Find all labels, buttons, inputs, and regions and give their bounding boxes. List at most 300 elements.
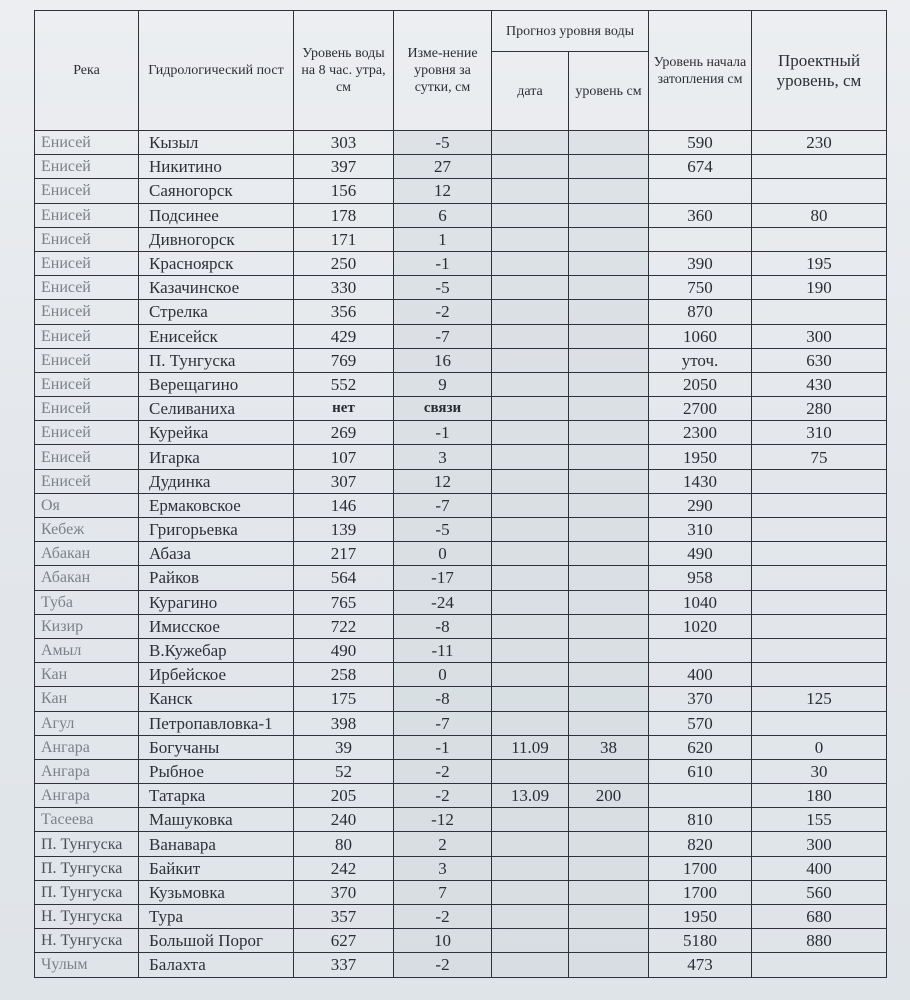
cell-flood-start: [649, 227, 752, 251]
cell-change: 0: [394, 663, 492, 687]
cell-change: 27: [394, 155, 492, 179]
cell-level: 722: [294, 614, 394, 638]
cell-flood-start: 2300: [649, 421, 752, 445]
table-row: [35, 614, 887, 638]
cell-level: 490: [294, 638, 394, 662]
cell-forecast-date: [492, 300, 569, 324]
table-row: [35, 687, 887, 711]
cell-forecast-level: 38: [569, 735, 649, 759]
cell-river: Кизир: [35, 614, 139, 638]
cell-level: 217: [294, 542, 394, 566]
cell-forecast-date: [492, 687, 569, 711]
cell-change: -5: [394, 131, 492, 155]
cell-forecast-level: [569, 566, 649, 590]
cell-flood-start: 1040: [649, 590, 752, 614]
cell-design-level: 310: [752, 421, 887, 445]
cell-design-level: [752, 638, 887, 662]
table-row: [35, 542, 887, 566]
cell-forecast-level: [569, 905, 649, 929]
cell-level: 303: [294, 131, 394, 155]
cell-flood-start: 5180: [649, 929, 752, 953]
table-row: [35, 566, 887, 590]
cell-flood-start: 370: [649, 687, 752, 711]
cell-flood-start: 473: [649, 953, 752, 977]
cell-river: Енисей: [35, 421, 139, 445]
cell-flood-start: 1700: [649, 856, 752, 880]
cell-forecast-date: [492, 663, 569, 687]
cell-change: -17: [394, 566, 492, 590]
cell-forecast-level: [569, 445, 649, 469]
cell-level: 330: [294, 276, 394, 300]
cell-forecast-level: 200: [569, 784, 649, 808]
header-design-level: Проектный уровень, см: [752, 11, 887, 131]
cell-post: Никитино: [139, 155, 294, 179]
cell-river: Енисей: [35, 251, 139, 275]
cell-level: 370: [294, 880, 394, 904]
table-row: [35, 397, 887, 421]
cell-forecast-level: [569, 808, 649, 832]
cell-forecast-level: [569, 203, 649, 227]
cell-level: 398: [294, 711, 394, 735]
header-river: Река: [35, 11, 139, 131]
cell-design-level: 560: [752, 880, 887, 904]
cell-design-level: [752, 179, 887, 203]
cell-forecast-date: [492, 348, 569, 372]
cell-flood-start: 750: [649, 276, 752, 300]
cell-forecast-level: [569, 372, 649, 396]
cell-river: Енисей: [35, 348, 139, 372]
cell-river: Енисей: [35, 155, 139, 179]
cell-river: Енисей: [35, 469, 139, 493]
cell-forecast-date: [492, 251, 569, 275]
cell-level: 397: [294, 155, 394, 179]
cell-flood-start: уточ.: [649, 348, 752, 372]
cell-flood-start: 2700: [649, 397, 752, 421]
cell-forecast-level: [569, 179, 649, 203]
cell-forecast-date: [492, 590, 569, 614]
cell-river: Туба: [35, 590, 139, 614]
cell-level: 240: [294, 808, 394, 832]
cell-forecast-level: [569, 590, 649, 614]
table-row: [35, 711, 887, 735]
cell-design-level: [752, 227, 887, 251]
cell-change: -5: [394, 276, 492, 300]
cell-change: -24: [394, 590, 492, 614]
cell-forecast-level: [569, 421, 649, 445]
cell-forecast-date: [492, 856, 569, 880]
cell-change: -2: [394, 905, 492, 929]
cell-river: Енисей: [35, 397, 139, 421]
cell-post: Большой Порог: [139, 929, 294, 953]
cell-change: -5: [394, 518, 492, 542]
table-row: [35, 784, 887, 808]
table-row: [35, 372, 887, 396]
cell-river: Н. Тунгуска: [35, 929, 139, 953]
cell-level: 39: [294, 735, 394, 759]
cell-flood-start: 870: [649, 300, 752, 324]
cell-change: 10: [394, 929, 492, 953]
cell-forecast-date: [492, 372, 569, 396]
cell-forecast-date: 11.09: [492, 735, 569, 759]
cell-river: П. Тунгуска: [35, 880, 139, 904]
cell-level: 357: [294, 905, 394, 929]
table-row: [35, 880, 887, 904]
cell-forecast-level: [569, 251, 649, 275]
table-row: [35, 663, 887, 687]
table-row: [35, 251, 887, 275]
table-row: [35, 953, 887, 977]
cell-change: 16: [394, 348, 492, 372]
cell-design-level: [752, 542, 887, 566]
cell-level: 171: [294, 227, 394, 251]
table-row: [35, 518, 887, 542]
cell-level: 205: [294, 784, 394, 808]
cell-change: -7: [394, 711, 492, 735]
cell-forecast-date: [492, 905, 569, 929]
cell-forecast-date: [492, 808, 569, 832]
cell-post: Дудинка: [139, 469, 294, 493]
cell-change: -1: [394, 735, 492, 759]
header-post: Гидрологический пост: [139, 11, 294, 131]
cell-forecast-date: [492, 614, 569, 638]
cell-design-level: [752, 493, 887, 517]
table-body: [35, 131, 887, 978]
table-row: [35, 929, 887, 953]
cell-forecast-date: [492, 324, 569, 348]
cell-post: Ермаковское: [139, 493, 294, 517]
cell-forecast-level: [569, 880, 649, 904]
cell-change: -2: [394, 759, 492, 783]
cell-flood-start: [649, 784, 752, 808]
cell-river: Ангара: [35, 759, 139, 783]
cell-forecast-level: [569, 397, 649, 421]
cell-river: Енисей: [35, 131, 139, 155]
cell-forecast-date: 13.09: [492, 784, 569, 808]
cell-post: Ванавара: [139, 832, 294, 856]
cell-post: Богучаны: [139, 735, 294, 759]
cell-river: Енисей: [35, 227, 139, 251]
cell-forecast-level: [569, 131, 649, 155]
table-row: [35, 905, 887, 929]
cell-post: Кызыл: [139, 131, 294, 155]
cell-design-level: [752, 300, 887, 324]
cell-forecast-level: [569, 300, 649, 324]
cell-level: 769: [294, 348, 394, 372]
cell-flood-start: 310: [649, 518, 752, 542]
cell-forecast-date: [492, 397, 569, 421]
table-row: [35, 421, 887, 445]
cell-river: Енисей: [35, 324, 139, 348]
cell-change: -7: [394, 493, 492, 517]
cell-design-level: 155: [752, 808, 887, 832]
cell-river: Кан: [35, 687, 139, 711]
cell-design-level: 195: [752, 251, 887, 275]
cell-forecast-date: [492, 929, 569, 953]
table-row: [35, 300, 887, 324]
cell-forecast-level: [569, 856, 649, 880]
cell-river: Абакан: [35, 542, 139, 566]
cell-design-level: [752, 590, 887, 614]
cell-forecast-level: [569, 469, 649, 493]
cell-design-level: 0: [752, 735, 887, 759]
cell-change: связи: [394, 397, 492, 421]
cell-post: Тура: [139, 905, 294, 929]
cell-forecast-date: [492, 445, 569, 469]
cell-change: -8: [394, 614, 492, 638]
cell-forecast-level: [569, 324, 649, 348]
cell-level: 337: [294, 953, 394, 977]
table-row: [35, 735, 887, 759]
cell-design-level: [752, 663, 887, 687]
cell-level: 356: [294, 300, 394, 324]
cell-level: 146: [294, 493, 394, 517]
cell-flood-start: 610: [649, 759, 752, 783]
table-row: [35, 179, 887, 203]
cell-design-level: [752, 469, 887, 493]
cell-design-level: [752, 518, 887, 542]
cell-flood-start: 360: [649, 203, 752, 227]
cell-change: 3: [394, 856, 492, 880]
cell-level: 269: [294, 421, 394, 445]
cell-river: П. Тунгуска: [35, 856, 139, 880]
cell-flood-start: 590: [649, 131, 752, 155]
cell-post: В.Кужебар: [139, 638, 294, 662]
cell-forecast-date: [492, 953, 569, 977]
cell-post: Саяногорск: [139, 179, 294, 203]
cell-river: Чулым: [35, 953, 139, 977]
cell-post: Райков: [139, 566, 294, 590]
cell-flood-start: [649, 179, 752, 203]
cell-river: Ангара: [35, 784, 139, 808]
cell-design-level: 190: [752, 276, 887, 300]
cell-flood-start: 390: [649, 251, 752, 275]
cell-level: 139: [294, 518, 394, 542]
cell-level: 107: [294, 445, 394, 469]
cell-change: 7: [394, 880, 492, 904]
cell-river: Абакан: [35, 566, 139, 590]
header-forecast-date: дата: [492, 52, 569, 131]
cell-post: Имисское: [139, 614, 294, 638]
cell-post: Ирбейское: [139, 663, 294, 687]
cell-design-level: 430: [752, 372, 887, 396]
cell-flood-start: 1060: [649, 324, 752, 348]
cell-flood-start: 570: [649, 711, 752, 735]
cell-post: Григорьевка: [139, 518, 294, 542]
cell-forecast-date: [492, 518, 569, 542]
cell-flood-start: [649, 638, 752, 662]
cell-change: 6: [394, 203, 492, 227]
cell-river: Оя: [35, 493, 139, 517]
cell-post: Абаза: [139, 542, 294, 566]
cell-design-level: [752, 566, 887, 590]
cell-forecast-date: [492, 179, 569, 203]
cell-post: Красноярск: [139, 251, 294, 275]
cell-level: 178: [294, 203, 394, 227]
cell-design-level: 680: [752, 905, 887, 929]
cell-forecast-date: [492, 638, 569, 662]
table-row: [35, 348, 887, 372]
cell-change: -1: [394, 421, 492, 445]
cell-design-level: 180: [752, 784, 887, 808]
cell-flood-start: 820: [649, 832, 752, 856]
table-row: [35, 808, 887, 832]
cell-change: -7: [394, 324, 492, 348]
table-row: [35, 203, 887, 227]
cell-flood-start: 1430: [649, 469, 752, 493]
cell-forecast-level: [569, 614, 649, 638]
cell-river: Тасеева: [35, 808, 139, 832]
cell-level: 175: [294, 687, 394, 711]
cell-forecast-date: [492, 493, 569, 517]
cell-level: 80: [294, 832, 394, 856]
cell-forecast-level: [569, 638, 649, 662]
cell-post: Верещагино: [139, 372, 294, 396]
cell-forecast-level: [569, 929, 649, 953]
cell-forecast-level: [569, 832, 649, 856]
cell-post: Татарка: [139, 784, 294, 808]
cell-river: П. Тунгуска: [35, 832, 139, 856]
cell-level: 552: [294, 372, 394, 396]
cell-level: 765: [294, 590, 394, 614]
cell-forecast-date: [492, 566, 569, 590]
cell-forecast-date: [492, 276, 569, 300]
cell-flood-start: 1950: [649, 445, 752, 469]
cell-river: Енисей: [35, 445, 139, 469]
cell-design-level: 300: [752, 324, 887, 348]
cell-forecast-level: [569, 953, 649, 977]
cell-change: -2: [394, 784, 492, 808]
cell-post: Дивногорск: [139, 227, 294, 251]
cell-river: Кан: [35, 663, 139, 687]
cell-post: Игарка: [139, 445, 294, 469]
cell-forecast-date: [492, 880, 569, 904]
cell-forecast-level: [569, 711, 649, 735]
cell-flood-start: 958: [649, 566, 752, 590]
cell-forecast-date: [492, 759, 569, 783]
cell-change: 9: [394, 372, 492, 396]
cell-level: 258: [294, 663, 394, 687]
cell-post: Рыбное: [139, 759, 294, 783]
cell-river: Енисей: [35, 300, 139, 324]
cell-post: Курагино: [139, 590, 294, 614]
cell-post: Канск: [139, 687, 294, 711]
table-row: [35, 227, 887, 251]
table-row: [35, 638, 887, 662]
cell-change: -2: [394, 953, 492, 977]
table-row: [35, 590, 887, 614]
table-row: [35, 155, 887, 179]
cell-post: Кузьмовка: [139, 880, 294, 904]
table-row: [35, 131, 887, 155]
cell-forecast-level: [569, 155, 649, 179]
cell-river: Енисей: [35, 276, 139, 300]
cell-design-level: [752, 953, 887, 977]
cell-change: 3: [394, 445, 492, 469]
header-forecast-level: уровень см: [569, 52, 649, 131]
cell-river: Амыл: [35, 638, 139, 662]
cell-design-level: 125: [752, 687, 887, 711]
cell-forecast-date: [492, 421, 569, 445]
cell-level: 52: [294, 759, 394, 783]
cell-forecast-level: [569, 493, 649, 517]
cell-design-level: [752, 155, 887, 179]
table-row: [35, 276, 887, 300]
cell-design-level: [752, 711, 887, 735]
cell-level: 250: [294, 251, 394, 275]
cell-post: Стрелка: [139, 300, 294, 324]
cell-change: 12: [394, 469, 492, 493]
cell-forecast-level: [569, 687, 649, 711]
cell-change: 2: [394, 832, 492, 856]
cell-change: -11: [394, 638, 492, 662]
table-row: [35, 324, 887, 348]
cell-forecast-date: [492, 131, 569, 155]
cell-forecast-date: [492, 542, 569, 566]
header-change: Изме-нение уровня за сутки, см: [394, 11, 492, 131]
header-level-8am: Уровень воды на 8 час. утра, см: [294, 11, 394, 131]
cell-change: -12: [394, 808, 492, 832]
cell-river: Енисей: [35, 372, 139, 396]
cell-forecast-level: [569, 542, 649, 566]
cell-level: 242: [294, 856, 394, 880]
table-row: [35, 469, 887, 493]
cell-post: Казачинское: [139, 276, 294, 300]
cell-post: П. Тунгуска: [139, 348, 294, 372]
cell-design-level: 30: [752, 759, 887, 783]
cell-forecast-date: [492, 203, 569, 227]
water-level-table: [34, 10, 887, 978]
cell-design-level: 400: [752, 856, 887, 880]
cell-flood-start: 1950: [649, 905, 752, 929]
cell-river: Енисей: [35, 203, 139, 227]
cell-change: 0: [394, 542, 492, 566]
cell-forecast-date: [492, 832, 569, 856]
cell-design-level: 300: [752, 832, 887, 856]
cell-post: Петропавловка-1: [139, 711, 294, 735]
cell-level: 429: [294, 324, 394, 348]
cell-post: Машуковка: [139, 808, 294, 832]
cell-post: Курейка: [139, 421, 294, 445]
cell-river: Н. Тунгуска: [35, 905, 139, 929]
cell-change: -8: [394, 687, 492, 711]
cell-flood-start: 2050: [649, 372, 752, 396]
cell-level: нет: [294, 397, 394, 421]
cell-post: Селиваниха: [139, 397, 294, 421]
cell-flood-start: 620: [649, 735, 752, 759]
cell-forecast-date: [492, 711, 569, 735]
cell-post: Подсинее: [139, 203, 294, 227]
table-row: [35, 493, 887, 517]
cell-design-level: 80: [752, 203, 887, 227]
cell-flood-start: 1020: [649, 614, 752, 638]
cell-river: Агул: [35, 711, 139, 735]
table-row: [35, 856, 887, 880]
cell-forecast-date: [492, 469, 569, 493]
cell-forecast-level: [569, 227, 649, 251]
cell-forecast-level: [569, 759, 649, 783]
cell-flood-start: 674: [649, 155, 752, 179]
cell-design-level: 880: [752, 929, 887, 953]
header-flood-start: Уровень начала затопления см: [649, 11, 752, 131]
cell-flood-start: 810: [649, 808, 752, 832]
cell-design-level: 630: [752, 348, 887, 372]
cell-change: 12: [394, 179, 492, 203]
cell-post: Енисейск: [139, 324, 294, 348]
cell-river: Ангара: [35, 735, 139, 759]
cell-flood-start: 490: [649, 542, 752, 566]
cell-flood-start: 1700: [649, 880, 752, 904]
cell-design-level: [752, 614, 887, 638]
